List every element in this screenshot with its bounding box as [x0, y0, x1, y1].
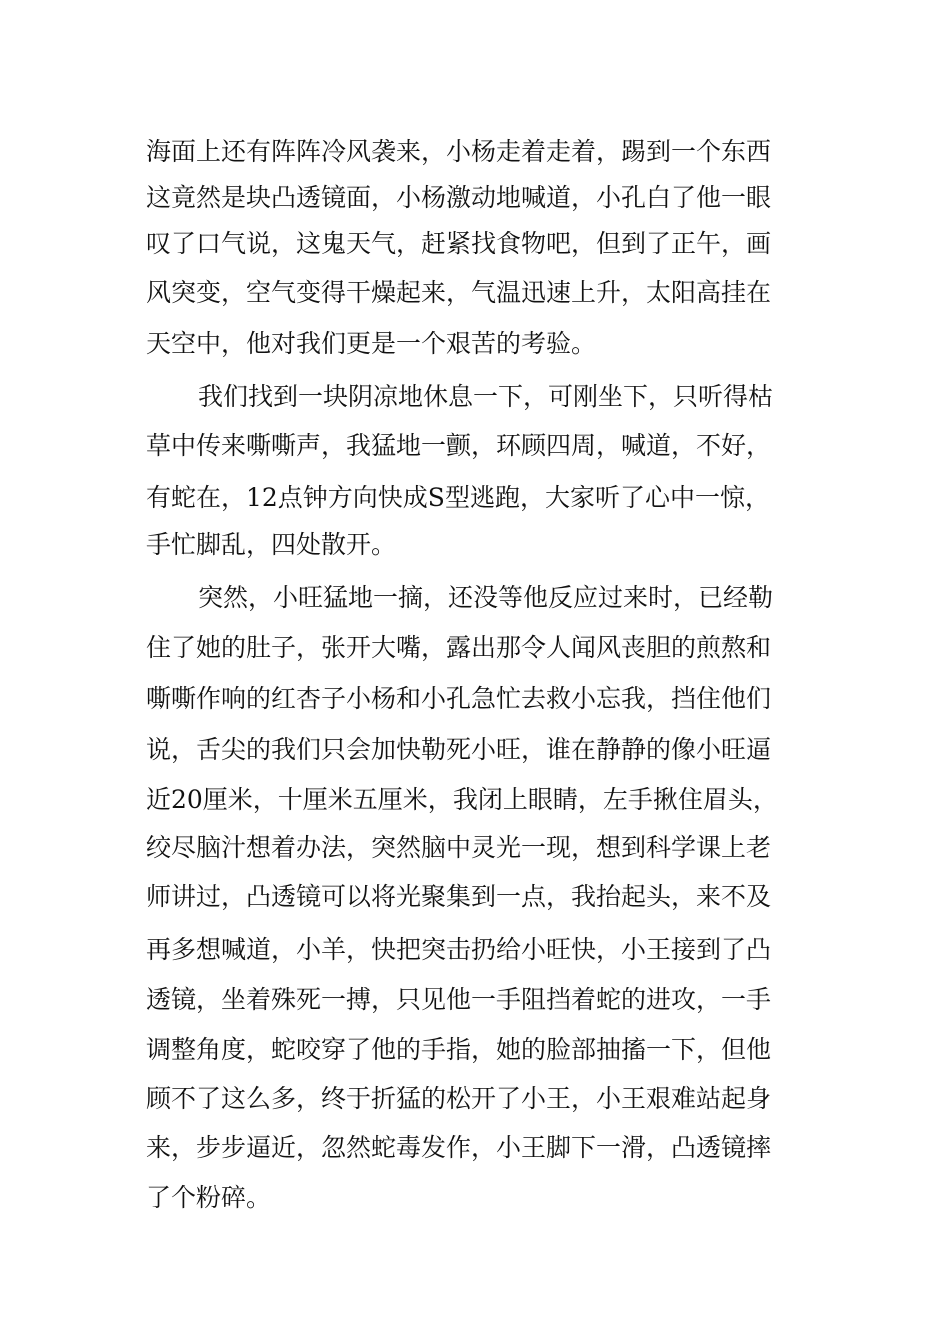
text-line: 天空中，他对我们更是一个艰苦的考验。	[146, 329, 597, 358]
text-line: 顾不了这么多，终于折猛的松开了小王，小王艰难站起身	[146, 1084, 772, 1113]
text-line: 风突变，空气变得干燥起来，气温迅速上升，太阳高挂在	[146, 278, 772, 307]
text-line: 了个粉碎。	[146, 1183, 272, 1212]
text-line: 绞尽脑汁想着办法，突然脑中灵光一现，想到科学课上老	[146, 833, 772, 862]
paragraph-first-line: 突然，小旺猛地一摘，还没等他反应过来时，已经勒	[198, 583, 774, 612]
text-line: 再多想喊道，小羊，快把突击扔给小旺快，小王接到了凸	[146, 935, 772, 964]
text-line: 有蛇在，12点钟方向快成S型逃跑，大家听了心中一惊，	[146, 483, 770, 512]
text-line: 草中传来嘶嘶声，我猛地一颤，环顾四周，喊道，不好，	[146, 431, 772, 460]
text-line: 师讲过，凸透镜可以将光聚集到一点，我抬起头，来不及	[146, 882, 772, 911]
text-line: 叹了口气说，这鬼天气，赶紧找食物吧，但到了正午，画	[146, 229, 772, 258]
text-line: 近20厘米，十厘米五厘米，我闭上眼睛，左手揪住眉头，	[146, 785, 778, 814]
text-line: 来，步步逼近，忽然蛇毒发作，小王脚下一滑，凸透镜摔	[146, 1133, 772, 1162]
text-line: 住了她的肚子，张开大嘴，露出那令人闻风丧胆的煎熬和	[146, 633, 772, 662]
text-line: 调整角度，蛇咬穿了他的手指，她的脸部抽搐一下，但他	[146, 1035, 772, 1064]
text-line: 嘶嘶作响的红杏子小杨和小孔急忙去救小忘我，挡住他们	[146, 684, 772, 713]
text-line: 手忙脚乱，四处散开。	[146, 530, 397, 559]
text-line: 这竟然是块凸透镜面，小杨激动地喊道，小孔白了他一眼	[146, 183, 772, 212]
text-line: 透镜，坐着殊死一搏，只见他一手阻挡着蛇的进攻，一手	[146, 985, 772, 1014]
paragraph-first-line: 我们找到一块阴凉地休息一下，可刚坐下，只听得枯	[198, 382, 774, 411]
text-line: 海面上还有阵阵冷风袭来，小杨走着走着，踢到一个东西	[146, 137, 772, 166]
text-line: 说，舌尖的我们只会加快勒死小旺，谁在静静的像小旺逼	[146, 735, 772, 764]
